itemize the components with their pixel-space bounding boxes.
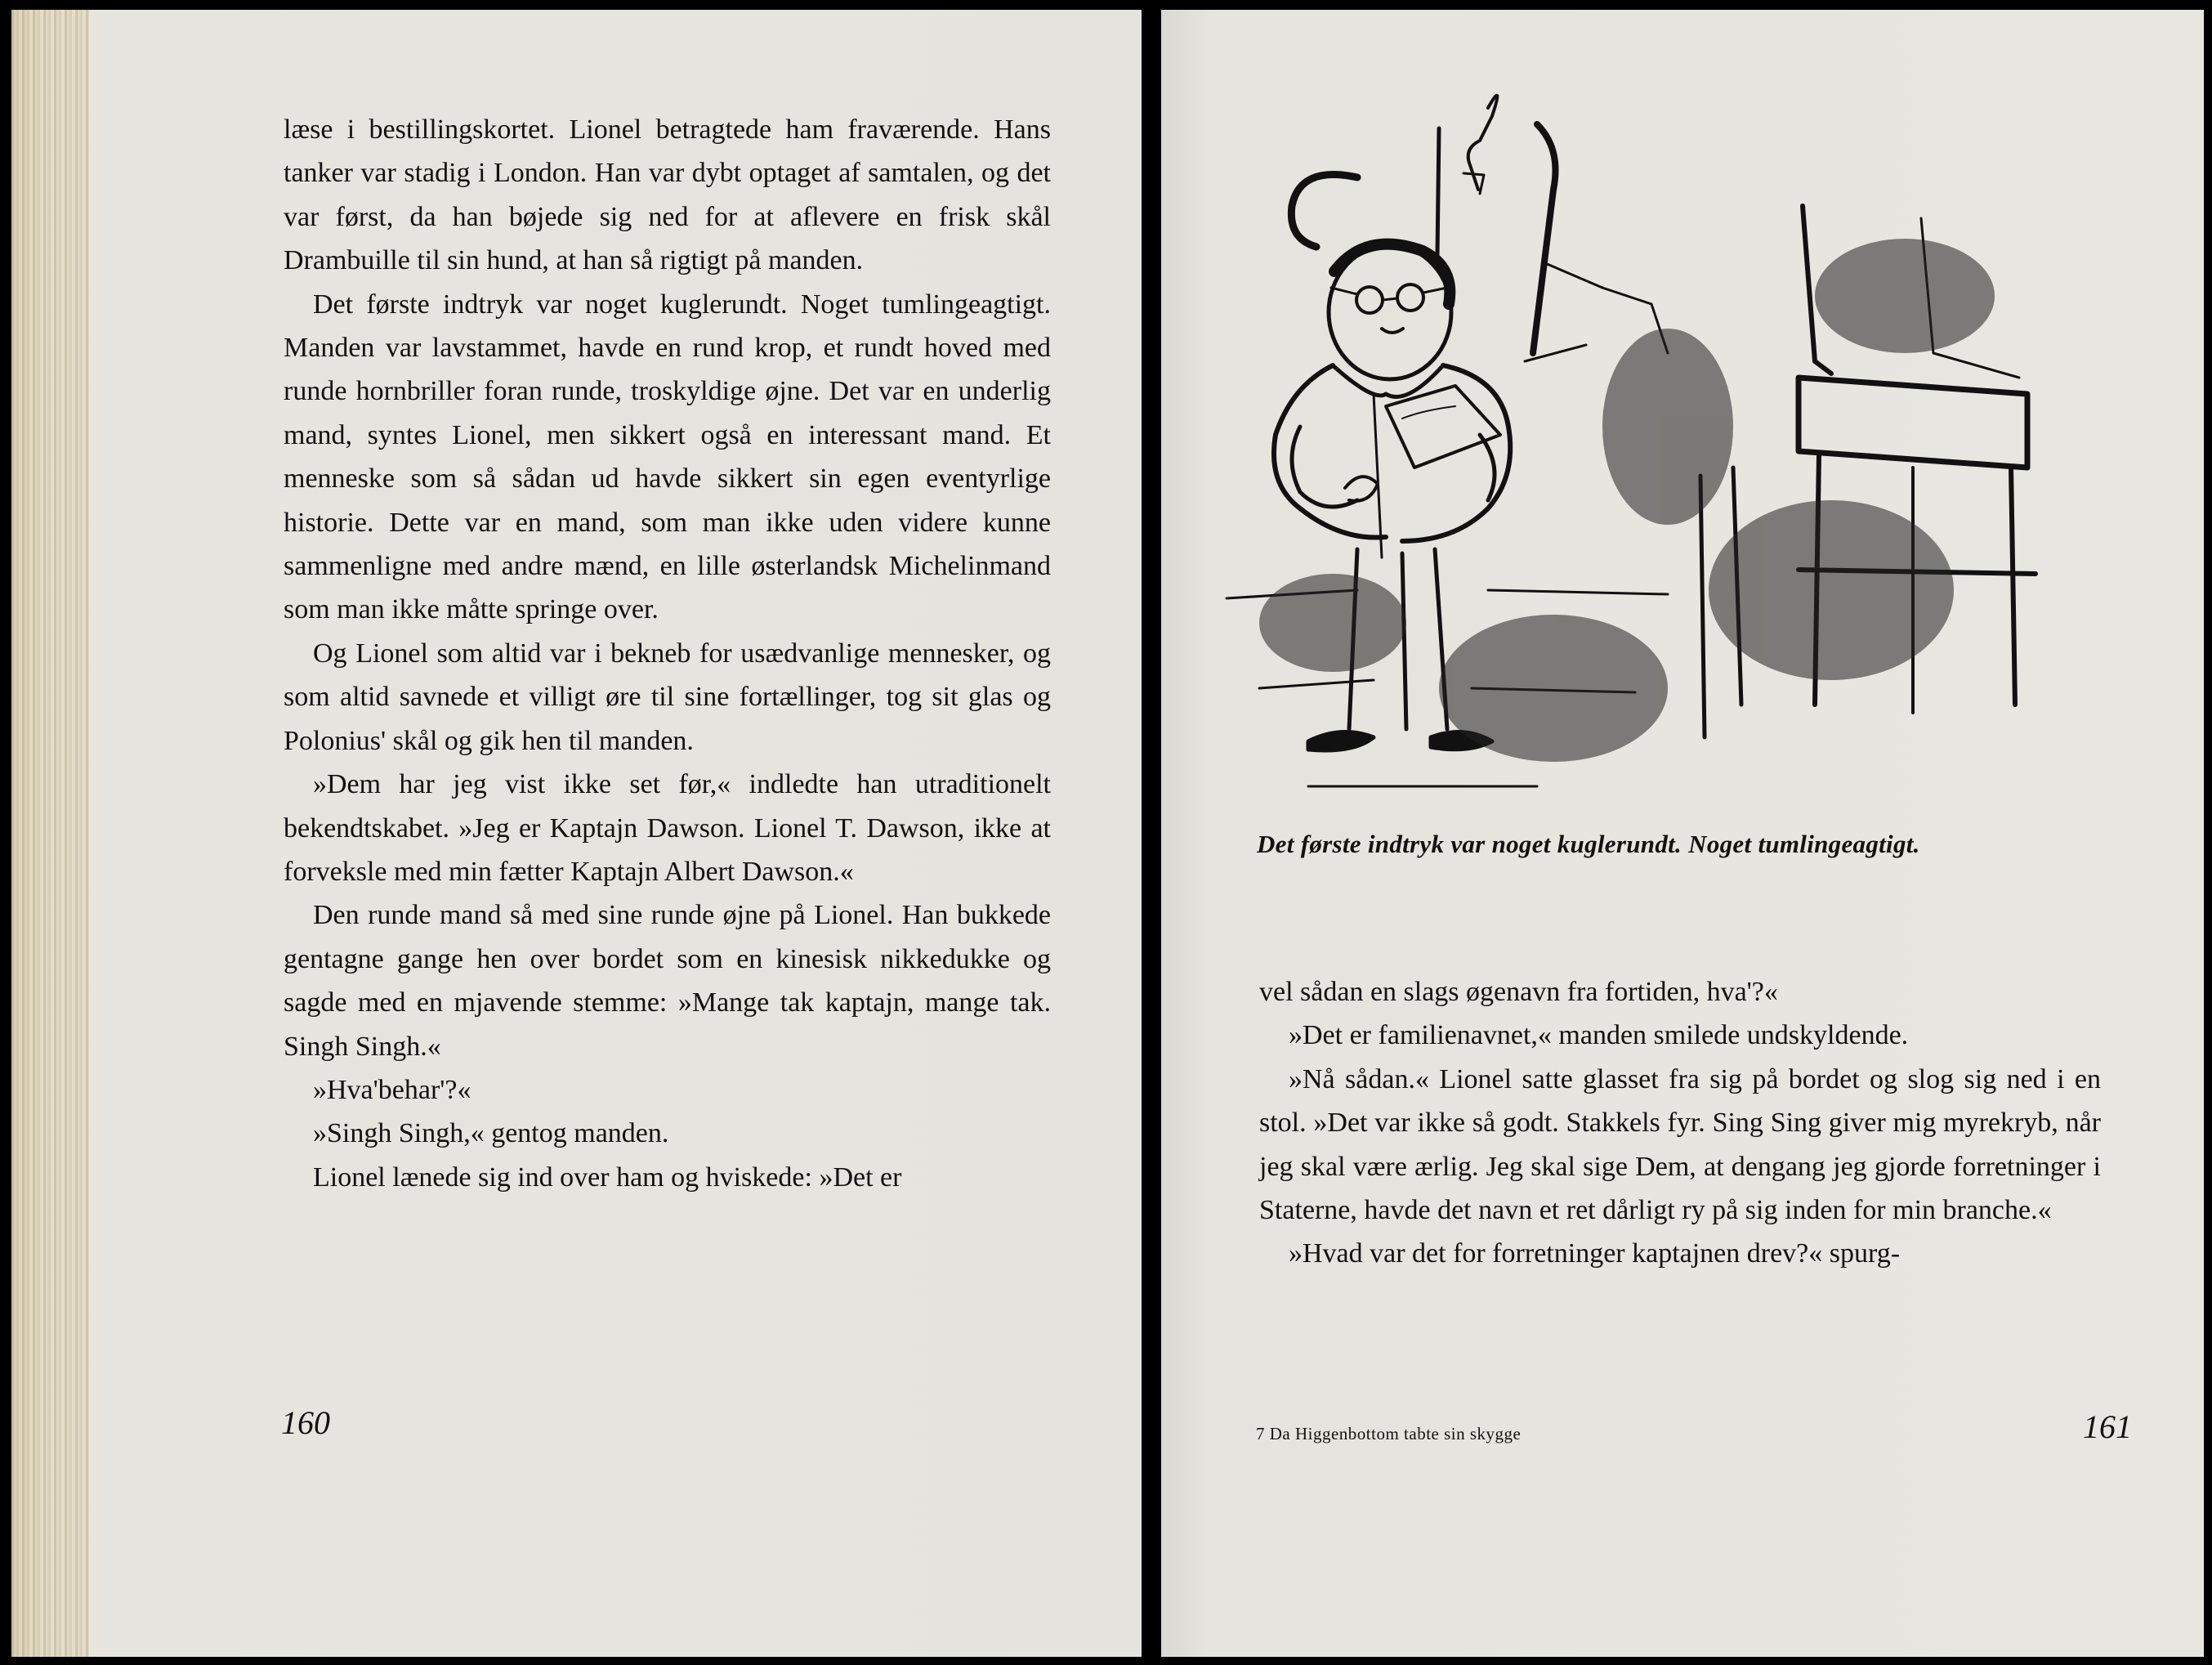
paragraph: »Singh Singh,« gentog manden. (313, 1118, 669, 1149)
paragraph: læse i bestillingskortet. Lionel betragtede ham fraværende. Hans tanker var stadig i London. Han var dybt optaget af samtalen, og det var først, da han bøjede sig ned for at aflevere en frisk skål Drambuille til sin hund, at han så rigtigt på manden. (284, 114, 1051, 276)
right-page (1161, 10, 2204, 1657)
left-page-text (284, 108, 1051, 1199)
illustration-round-man (1210, 83, 2044, 819)
paragraph: »Nå sådan.« Lionel satte glasset fra sig på bordet og slog sig ned i en stol. »Det var ikke så godt. Stakkels fyr. Sing Sing giver mig myrekryb, når jeg skal være ærlig. Jeg skal sige Dem, at dengang jeg gjorde forretninger i Staterne, havde det navn et ret dårligt ry på sig inden for min branche.« (1259, 1063, 2101, 1226)
page-number: 161 (2083, 1408, 2132, 1445)
footer-signature: 7 Da Higgenbottom tabte sin skygge (1256, 1424, 1522, 1443)
page-number: 160 (281, 1404, 330, 1441)
paragraph: »Dem har jeg vist ikke set før,« indledte han utraditionelt bekendtskabet. »Jeg er Kaptajn Dawson. Lionel T. Dawson, ikke at forveksle med min fætter Kaptajn Albert Dawson.« (284, 769, 1051, 887)
paragraph: Og Lionel som altid var i bekneb for usædvanlige mennesker, og som altid savnede et villigt øre til sine fortællinger, tog sit glas og Polonius' skål og gik hen til manden. (284, 638, 1051, 756)
paragraph: Den runde mand så med sine runde øjne på Lionel. Han bukkede gentagne gange hen over bordet som en kinesisk nikkedukke og sagde med en mjavende stemme: »Mange tak kaptajn, mange tak. Singh Singh.« (284, 900, 1051, 1062)
paragraph: Lionel lænede sig ind over ham og hviskede: »Det er (313, 1161, 902, 1193)
paragraph: vel sådan en slags øgenavn fra fortiden, hva'?« (1259, 977, 1778, 1007)
paragraph: »Det er familienavnet,« manden smilede undskyldende. (1289, 1020, 1909, 1051)
paragraph: »Hva'behar'?« (313, 1074, 471, 1105)
right-page-text (1259, 970, 2101, 1276)
illustration-caption: Det første indtryk var noget kuglerundt. Noget tumlingeagtigt. (1257, 830, 1920, 858)
page-edge-strip (11, 10, 89, 1657)
paragraph: »Hvad var det for forretninger kaptajnen drev?« spurg- (1289, 1238, 1901, 1269)
left-page (11, 10, 1142, 1657)
paragraph: Det første indtryk var noget kuglerundt. Noget tumlingeagtigt. Manden var lavstammet, havde en rund krop, et rundt hoved med runde hornbriller foran runde, troskyldige øjne. Det var en underlig mand, syntes Lionel, men sikkert også en interessant mand. Et menneske som så sådan ud havde sikkert sin egen eventyrlige historie. Dette var en mand, som man ikke uden videre kunne sammenligne med andre mænd, en lille østerlandsk Michelinmand som man ikke måtte springe over. (284, 289, 1051, 625)
